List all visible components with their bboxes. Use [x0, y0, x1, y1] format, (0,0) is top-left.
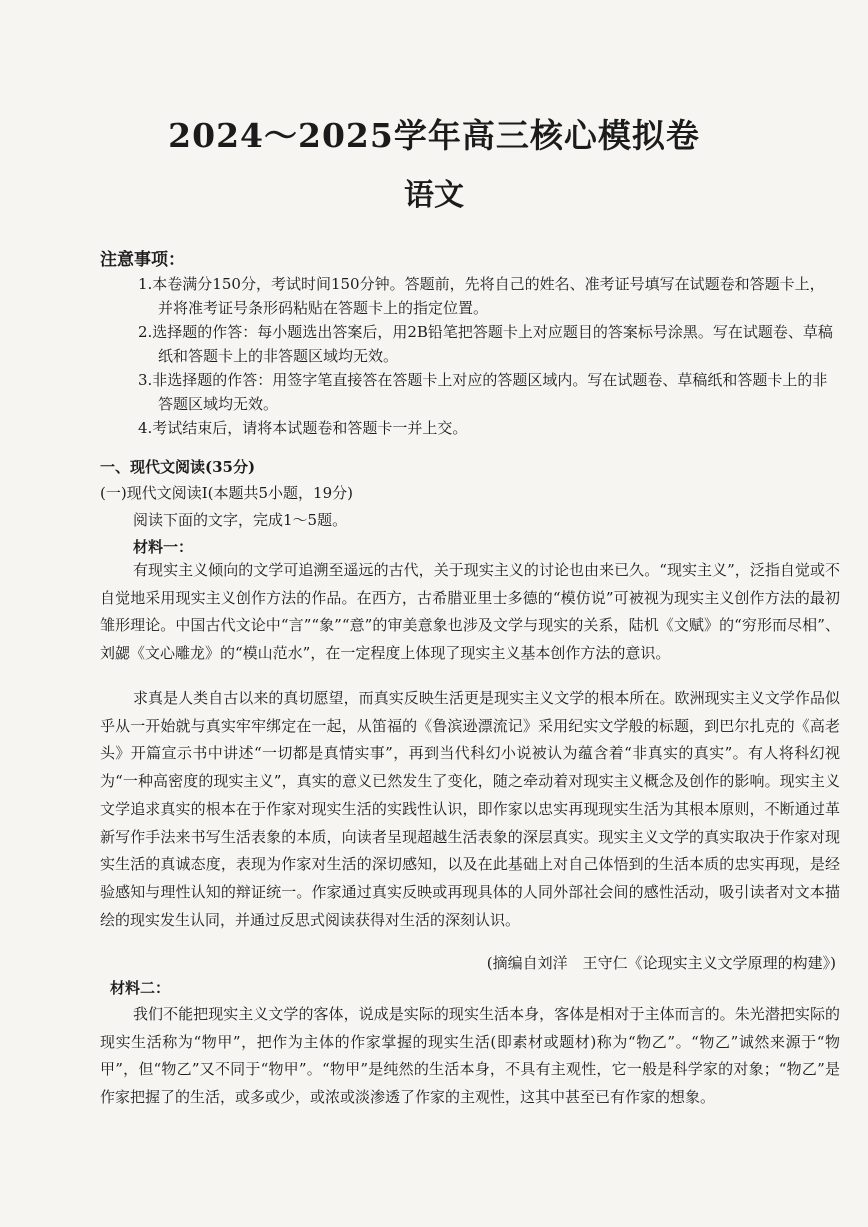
notice-item: 4.考试结束后，请将本试题卷和答题卡一并上交。	[138, 419, 468, 437]
material-one-source: (摘编自刘洋 王守仁《论现实主义文学原理的构建》)	[486, 954, 836, 972]
material-one-heading: 材料一：	[133, 538, 194, 556]
exam-title: 2024～2025学年高三核心模拟卷	[168, 116, 700, 155]
notice-item: 2.选择题的作答：每小题选出答案后，用2B铅笔把答题卡上对应题目的答案标号涂黑。写在试题卷、草稿纸和答题卡上的非答题区域均无效。	[138, 323, 833, 365]
subsection-title: (一)现代文阅读Ⅰ(本题共5小题，19分)	[100, 484, 353, 502]
notice-list	[0, 272, 868, 440]
notice-heading: 注意事项：	[100, 250, 185, 270]
material-two-paragraph: 我们不能把现实主义文学的客体，说成是实际的现实生活本身，客体是相对于主体而言的。朱光潜把实际的现实生活称为“物甲”，把作为主体的作家掌握的现实生活(即素材或题材)称为“物乙”。“物乙”诚然来源于“物甲”，但“物乙”又不同于“物甲”。“物甲”是纯然的生活本身，不具有主观性，它一般是科学家的对象；“物乙”是作家把握了的生活，或多或少，或浓或淡渗透了作家的主观性，这其中甚至已有作家的想象。	[100, 1005, 840, 1107]
section-title: 一、现代文阅读(35分)	[100, 458, 256, 476]
subject-title: 语文	[404, 178, 464, 213]
reading-instruction: 阅读下面的文字，完成1～5题。	[133, 511, 348, 529]
material-two-heading: 材料二：	[110, 979, 171, 997]
material-one-paragraph: 求真是人类自古以来的真切愿望，而真实反映生活更是现实主义文学的根本所在。欧洲现实主义文学作品似乎从一开始就与真实牢牢绑定在一起，从笛福的《鲁滨逊漂流记》采用纪实文学般的标题，到巴尔扎克的《高老头》开篇宣示书中讲述“一切都是真情实事”，再到当代科幻小说被认为蕴含着“非真实的真实”。有人将科幻视为“一种高密度的现实主义”，真实的意义已然发生了变化，随之牵动着对现实主义概念及创作的影响。现实主义文学追求真实的根本在于作家对现实生活的实践性认识，即作家以忠实再现现实生活为其根本原则，不断通过革新写作手法来书写生活表象的本质，向读者呈现超越生活表象的深层真实。现实主义文学的真实取决于作家对现实生活的真诚态度，表现为作家对生活的深切感知，以及在此基础上对自己体悟到的生活本质的忠实再现，是经验感知与理性认知的辩证统一。作家通过真实反映或再现具体的人同外部社会间的感性活动，吸引读者对文本描绘的现实发生认同，并通过反思式阅读获得对生活的深刻认识。	[100, 689, 840, 929]
material-one-paragraph: 有现实主义倾向的文学可追溯至遥远的古代，关于现实主义的讨论也由来已久。“现实主义”，泛指自觉或不自觉地采用现实主义创作方法的作品。在西方，古希腊亚里士多德的“模仿说”可被视为现实主义创作方法的最初雏形理论。中国古代文论中“言”“象”“意”的审美意象也涉及文学与现实的关系，陆机《文赋》的“穷形而尽相”、刘勰《文心雕龙》的“模山范水”，在一定程度上体现了现实主义基本创作方法的意识。	[100, 561, 840, 663]
notice-item: 3.非选择题的作答：用签字笔直接答在答题卡上对应的答题区域内。写在试题卷、草稿纸和答题卡上的非答题区域均无效。	[138, 371, 828, 413]
notice-item: 1.本卷满分150分，考试时间150分钟。答题前，先将自己的姓名、准考证号填写在试题卷和答题卡上，并将准考证号条形码粘贴在答题卡上的指定位置。	[138, 275, 825, 317]
